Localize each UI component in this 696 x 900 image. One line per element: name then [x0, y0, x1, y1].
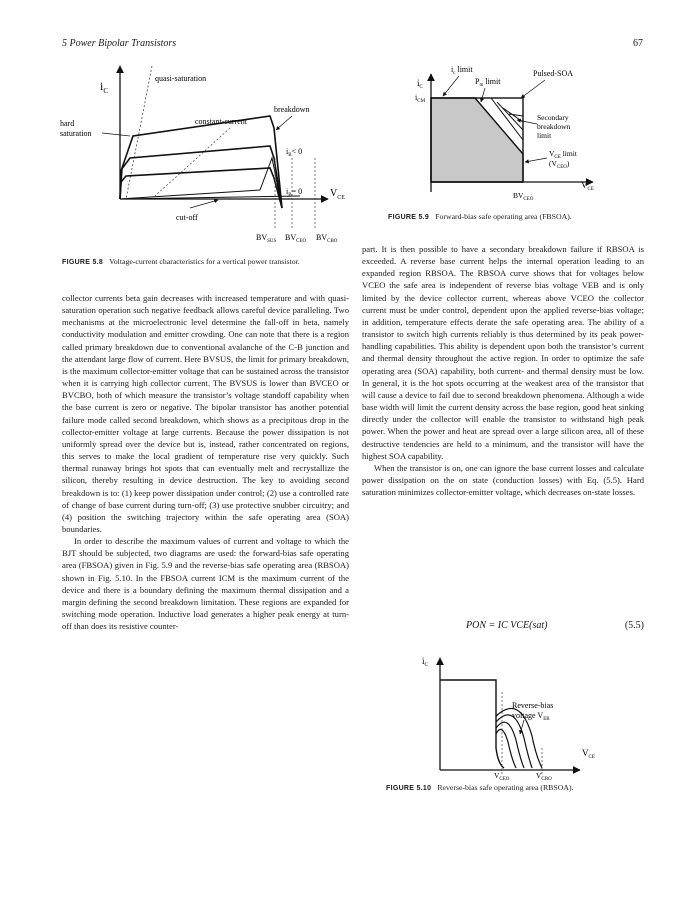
right-paragraph-2: When the transistor is on, one can ignore the base current losses and calculate power dissipation on the on state (conduction losses) with Eq. (5.5). Hard saturation minimizes collector-emitter voltage, which decreases on-state losses.: [362, 462, 644, 498]
secondary-pointer: [517, 120, 537, 124]
reverse-bias-label-2: voltage $V_{EB}$: [512, 711, 550, 722]
figure-5-10: [418, 652, 638, 780]
breakdown-label: breakdown: [274, 105, 310, 114]
left-paragraph-1: collector currents beta gain decreases with increased temperature and with quasi-saturation operation such negative feedback allows careful device paralleling. Two mechanisms at the microelectronic level determine the fall-off in beta, namely conductivity modulation and emitter crowding. One can note that there is a region called primary breakdown due to conventional avalanche of the C-B junction and the attendant large flow of current. Here BVSUS, the limit for primary breakdown, is the maximum collector-emitter voltage that can be sustained across the transistor when it is carrying high collector current. The BVSUS is lower than BVCEO or BVCBO, both of which measure the transistor’s voltage standoff capability when the base current is zero or negative. The bipolar transistor has another potential failure mode called second breakdown, which shows as a precipitous drop in the collector-emitter voltage at large currents. Because the power dissipation is not uniformly spread over the device but is, instead, rather concentrated on regions, this serves to make the local gradient of temperature rise very quickly. Such thermal runaway brings hot spots that can eventually melt and recrystallize the silicon, thereby resulting in device destruction. The key to avoiding second breakdown is to: (1) keep power dissipation under control; (2) use a controlled rate of change of base current during turn-off; (3) use protective snubber circuitry; and (4) position the switching trajectory within the safe operating area (SOA) boundaries.: [62, 293, 349, 534]
pm-limit-pointer: [481, 88, 485, 102]
figure-5-9-caption: FIGURE 5.9 Forward-bias safe operating area (FBSOA).: [388, 212, 572, 221]
ib-neg-label: $i_B< 0$: [286, 147, 303, 158]
ic-limit-label: $i_c$ limit: [451, 65, 473, 76]
running-header-chapter: 5 Power Bipolar Transistors: [62, 38, 177, 49]
reverse-bias-label-1: Reverse-bias: [512, 701, 554, 710]
pulsed-pointer: [521, 80, 545, 98]
vce-limit-pointer: [525, 158, 547, 162]
figure-5-10-caption: FIGURE 5.10 Reverse-bias safe operating area (RBSOA).: [386, 783, 574, 792]
cutoff-pointer: [190, 200, 218, 208]
pm-limit-label: $P_m$ limit: [475, 77, 501, 88]
hard-pointer: [102, 133, 130, 136]
secondary-label-1: Secondary: [537, 113, 569, 122]
figure-5-8: [60, 58, 360, 248]
bvceo-label: $BV_{CEO}$: [513, 191, 534, 202]
equation-body: PON = IC VCE(sat): [466, 620, 548, 631]
figure-5-8-caption: FIGURE 5.8 Voltage-current characteristics for a vertical power transistor.: [62, 257, 300, 266]
icm-label: $i_{CM}$: [415, 93, 426, 104]
left-column: [62, 292, 349, 632]
vcbo-label: $V_{CBO}$: [536, 771, 552, 780]
left-paragraph-2: In order to describe the maximum values of current and voltage to which the BJT should be subjected, two diagrams are used: the forward-bias safe operating area (FBSOA) given in Fig. 5.9 and the reverse-bias safe operating area (RBSOA) shown in Fig. 5.10. In the FBSOA current ICM is the maximum current of the device and there is a boundary defining the maximum thermal dissipation and a margin defining the second breakdown limitation. These regions are expanded for switching mode operation. Inductive load generates a higher peak energy at turn-off than does its resistive counter-: [62, 536, 349, 632]
quasi-label: quasi-saturation: [155, 74, 207, 83]
page-number: 67: [633, 38, 643, 49]
fbsoa-area: [431, 98, 523, 182]
rbsoa-boundary: [440, 680, 504, 768]
breakdown-pointer: [276, 116, 292, 130]
equation-5-5: [362, 620, 644, 636]
cutoff-label: cut-off: [176, 213, 198, 222]
bv-ceo-label: $BV_{CEO}$: [285, 233, 307, 244]
vce-label: $V_{CE}$: [330, 188, 345, 201]
ic-limit-pointer: [443, 76, 459, 96]
constant-pointer: [155, 128, 230, 196]
saturation-label: saturation: [60, 129, 92, 138]
vceo-paren-label: $(V_{CEO})$: [549, 159, 570, 170]
right-paragraph-1: part. It is then possible to have a secondary breakdown failure if RBSOA is exceeded. A reverse base current helps the internal operation leading to an expanded region RBSOA. The RBSOA curve shows that for voltages below VCEO the safe area is independent of reverse bias voltage VEB and is only limited by the device collector current, whereas above VCEO the collector current must be under control, dependent upon the applied reverse-bias voltage; in addition, temperature effects derate the safe operating area. The ability of a transistor to switch high currents reliably is thus determined by its peak power-handling capabilities. This ability is dependent upon both the transistor’s current and thermal density throughout the active region. In order to optimize the safe operating area (SOA) capability, both current- and thermal density must be low. In general, it is the hot spots occurring at the weakest area of the transistor that will cause a device to fail due to second breakdown phenomena. Although a wide base width will limit the current density across the base region, good heat sinking directly under the collector will enable the transistor to withstand high peak power. When the power and heat are spread over a large silicon area, all of these destructive tendencies are held to a minimum, and the transistor will have the highest SOA capability.: [362, 244, 644, 461]
constant-current-label: constant-current: [195, 117, 247, 126]
ic-label: $i_C$: [422, 656, 428, 668]
bv-sus-label: $BV_{SUS}$: [256, 233, 277, 244]
quasi-saturation-boundary: [126, 66, 152, 199]
vce-limit-label: $V_{CE}$ limit: [549, 149, 577, 160]
ib-zero-label: $i_B= 0$: [286, 187, 303, 198]
curve-3: [120, 168, 282, 208]
secondary-label-3: limit: [537, 131, 552, 140]
right-column: [362, 243, 644, 498]
curve-ib-neg: [120, 158, 282, 208]
hard-label: hard: [60, 119, 75, 128]
equation-number: (5.5): [624, 620, 644, 631]
vce-label: $V_{CE}$: [582, 748, 595, 760]
ic-label: $i_C$: [417, 78, 423, 90]
vce-label: $V_{CE}$: [581, 180, 594, 192]
secondary-label-2: breakdown: [537, 122, 571, 131]
pulsed-soa-label: Pulsed-SOA: [533, 69, 574, 78]
ic-label: $i_C$: [100, 79, 109, 95]
vceo-label: $V_{CEO}$: [494, 771, 510, 780]
figure-5-9: [405, 62, 635, 212]
bv-cbo-label: $BV_{CBO}$: [316, 233, 338, 244]
